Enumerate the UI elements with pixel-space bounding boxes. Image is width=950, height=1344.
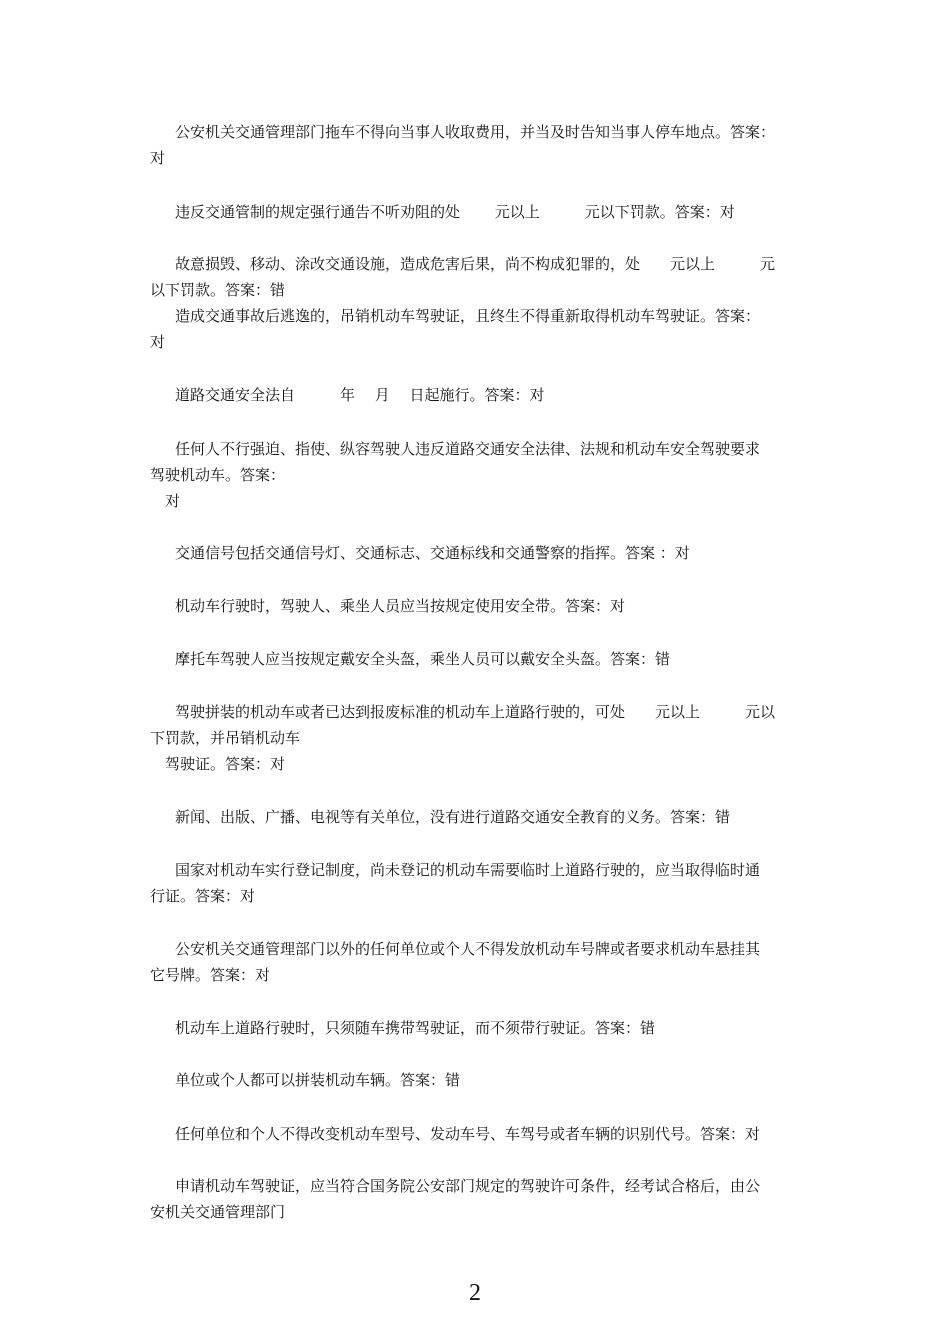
text-line: 行证。答案：对 (150, 887, 256, 905)
text-line: 新闻、出版、广播、电视等有关单位，没有进行道路交通安全教育的义务。答案：错 (175, 808, 731, 826)
text-line: 对 (150, 149, 166, 167)
text-line: 以下罚款。答案：错 (150, 281, 286, 299)
text-line: 对 (150, 333, 166, 351)
text-line: 公安机关交通管理部门以外的任何单位或个人不得发放机动车号牌或者要求机动车悬挂其 (175, 940, 761, 958)
text-line: 机动车上道路行驶时，只须随车携带驾驶证，而不须带行驶证。答案：错 (175, 1019, 656, 1037)
text-line: 单位或个人都可以拼装机动车辆。答案：错 (175, 1071, 461, 1089)
text-line: 驾驶拼装的机动车或者已达到报废标准的机动车上道路行驶的，可处 元以上 元以 (175, 703, 776, 721)
text-line: 下罚款，并吊销机动车 (150, 729, 301, 747)
text-line: 任何人不行强迫、指使、纵容驾驶人违反道路交通安全法律、法规和机动车安全驾驶要求 (175, 440, 761, 458)
text-line: 国家对机动车实行登记制度，尚未登记的机动车需要临时上道路行驶的，应当取得临时通 (175, 861, 761, 879)
text-line: 故意损毁、移动、涂改交通设施，造成危害后果，尚不构成犯罪的，处 元以上 元 (175, 255, 776, 273)
text-line: 造成交通事故后逃逸的，吊销机动车驾驶证，且终生不得重新取得机动车驾驶证。答案： (175, 307, 761, 325)
text-line: 它号牌。答案：对 (150, 966, 271, 984)
text-line: 道路交通安全法自 年 月 日起施行。答案：对 (175, 386, 545, 404)
text-line: 驾驶证。答案：对 (165, 755, 286, 773)
text-line: 摩托车驾驶人应当按规定戴安全头盔，乘坐人员可以戴安全头盔。答案：错 (175, 650, 671, 668)
page-number: 2 (469, 1280, 481, 1306)
text-line: 安机关交通管理部门 (150, 1203, 286, 1221)
text-line: 公安机关交通管理部门拖车不得向当事人收取费用，并当及时告知当事人停车地点。答案： (175, 123, 776, 141)
text-line: 交通信号包括交通信号灯、交通标志、交通标线和交通警察的指挥。答案 ：对 (175, 544, 690, 562)
text-line: 违反交通管制的规定强行通告不听劝阻的处 元以上 元以下罚款。答案：对 (175, 203, 735, 221)
text-line: 驾驶机动车。答案： (150, 466, 286, 484)
text-line: 申请机动车驾驶证，应当符合国务院公安部门规定的驾驶许可条件，经考试合格后，由公 (175, 1177, 761, 1195)
text-line: 机动车行驶时，驾驶人、乘坐人员应当按规定使用安全带。答案：对 (175, 597, 626, 615)
text-line: 任何单位和个人不得改变机动车型号、发动车号、车驾号或者车辆的识别代号。答案：对 (175, 1125, 761, 1143)
text-line: 对 (165, 492, 181, 510)
